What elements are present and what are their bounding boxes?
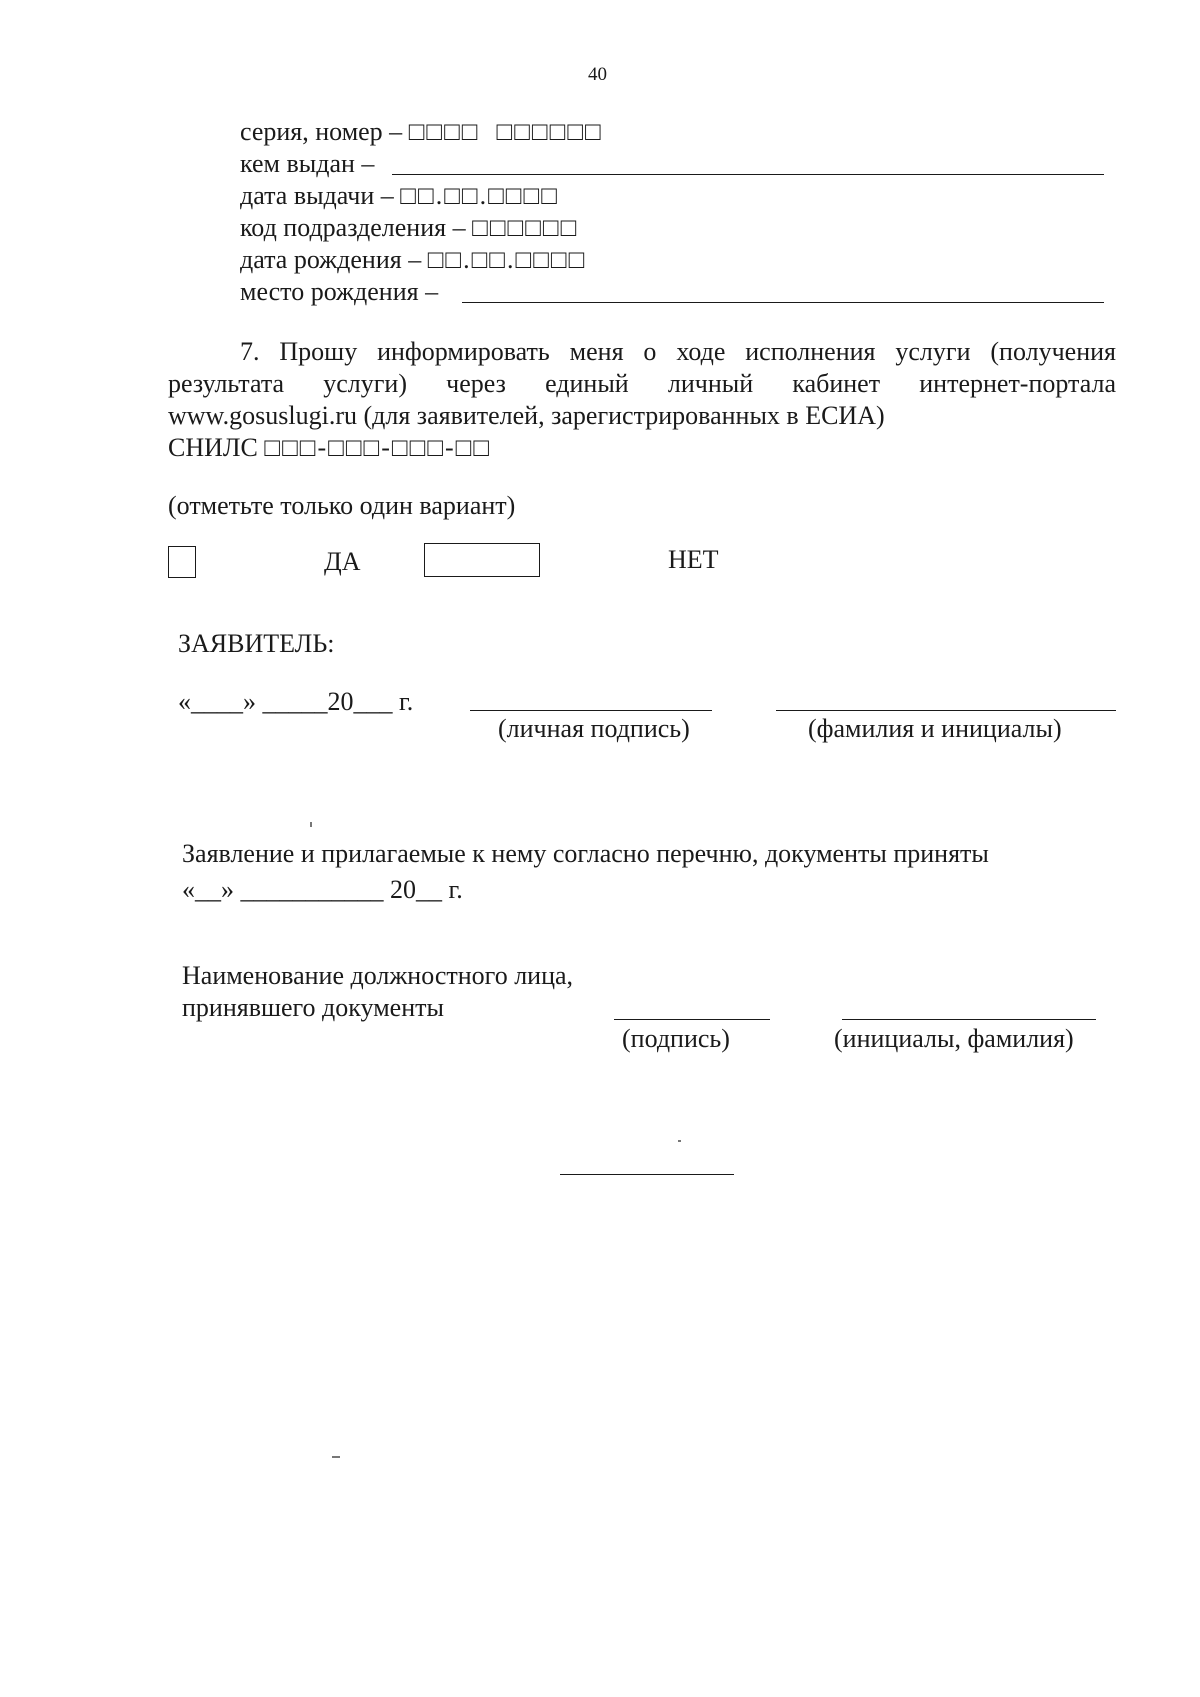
series-number-label: серия, номер – — [240, 117, 403, 146]
issue-date-label: дата выдачи – — [240, 181, 394, 210]
issue-date-row — [240, 180, 559, 212]
closing-rule — [560, 1174, 734, 1175]
scan-speck — [310, 822, 312, 827]
snils-row — [168, 432, 491, 464]
birth-date-row — [240, 244, 586, 276]
official-signature-caption: (подпись) — [622, 1024, 730, 1053]
issue-date-boxes: □□.□□.□□□□ — [400, 181, 559, 210]
item7-line3: www.gosuslugi.ru (для заявителей, зарегистрированных в ЕСИА) — [168, 401, 885, 430]
official-signature-line — [614, 1019, 770, 1020]
official-line2: принявшего документы — [182, 993, 444, 1022]
birth-place-line — [462, 302, 1104, 303]
issued-by-line — [392, 174, 1104, 175]
applicant-signature-caption: (личная подпись) — [498, 714, 690, 743]
item7-line1: 7. Прошу информировать меня о ходе исполнения услуги (получения — [240, 337, 1116, 366]
choice-note: (отметьте только один вариант) — [168, 491, 516, 520]
birth-date-boxes: □□.□□.□□□□ — [427, 245, 587, 274]
applicant-signature-line — [470, 710, 712, 711]
applicant-name-caption: (фамилия и инициалы) — [808, 714, 1062, 743]
scan-speck — [332, 1456, 340, 1458]
dept-code-row — [240, 212, 578, 244]
page-number: 40 — [588, 64, 607, 85]
no-label: НЕТ — [668, 545, 719, 574]
applicant-name-line — [776, 710, 1116, 711]
yes-label: ДА — [324, 547, 361, 576]
yes-checkbox[interactable] — [168, 546, 196, 578]
snils-label: СНИЛС — [168, 433, 258, 462]
acceptance-date-line: «__» ___________ 20__ г. — [182, 875, 463, 904]
snils-boxes: □□□-□□□-□□□-□□ — [264, 433, 492, 462]
official-name-line — [842, 1019, 1096, 1020]
issued-by-label: кем выдан – — [240, 149, 375, 178]
dept-code-boxes: □□□□□□ — [472, 213, 579, 242]
series-number-boxes: □□□□ □□□□□□ — [408, 117, 603, 146]
series-number-row — [240, 116, 603, 148]
birth-date-label: дата рождения – — [240, 245, 422, 274]
applicant-date-line: «____» _____20___ г. — [178, 687, 414, 716]
scan-speck — [678, 1140, 681, 1142]
dept-code-label: код подразделения – — [240, 213, 466, 242]
official-name-caption: (инициалы, фамилия) — [834, 1024, 1074, 1053]
applicant-title: ЗАЯВИТЕЛЬ: — [178, 629, 335, 658]
item7-line2: результата услуги) через единый личный кабинет интернет-портала — [168, 369, 1116, 398]
official-line1: Наименование должностного лица, — [182, 961, 574, 990]
birth-place-label: место рождения – — [240, 277, 439, 306]
no-checkbox[interactable] — [424, 543, 540, 577]
acceptance-line1: Заявление и прилагаемые к нему согласно перечню, документы приняты — [182, 839, 989, 868]
